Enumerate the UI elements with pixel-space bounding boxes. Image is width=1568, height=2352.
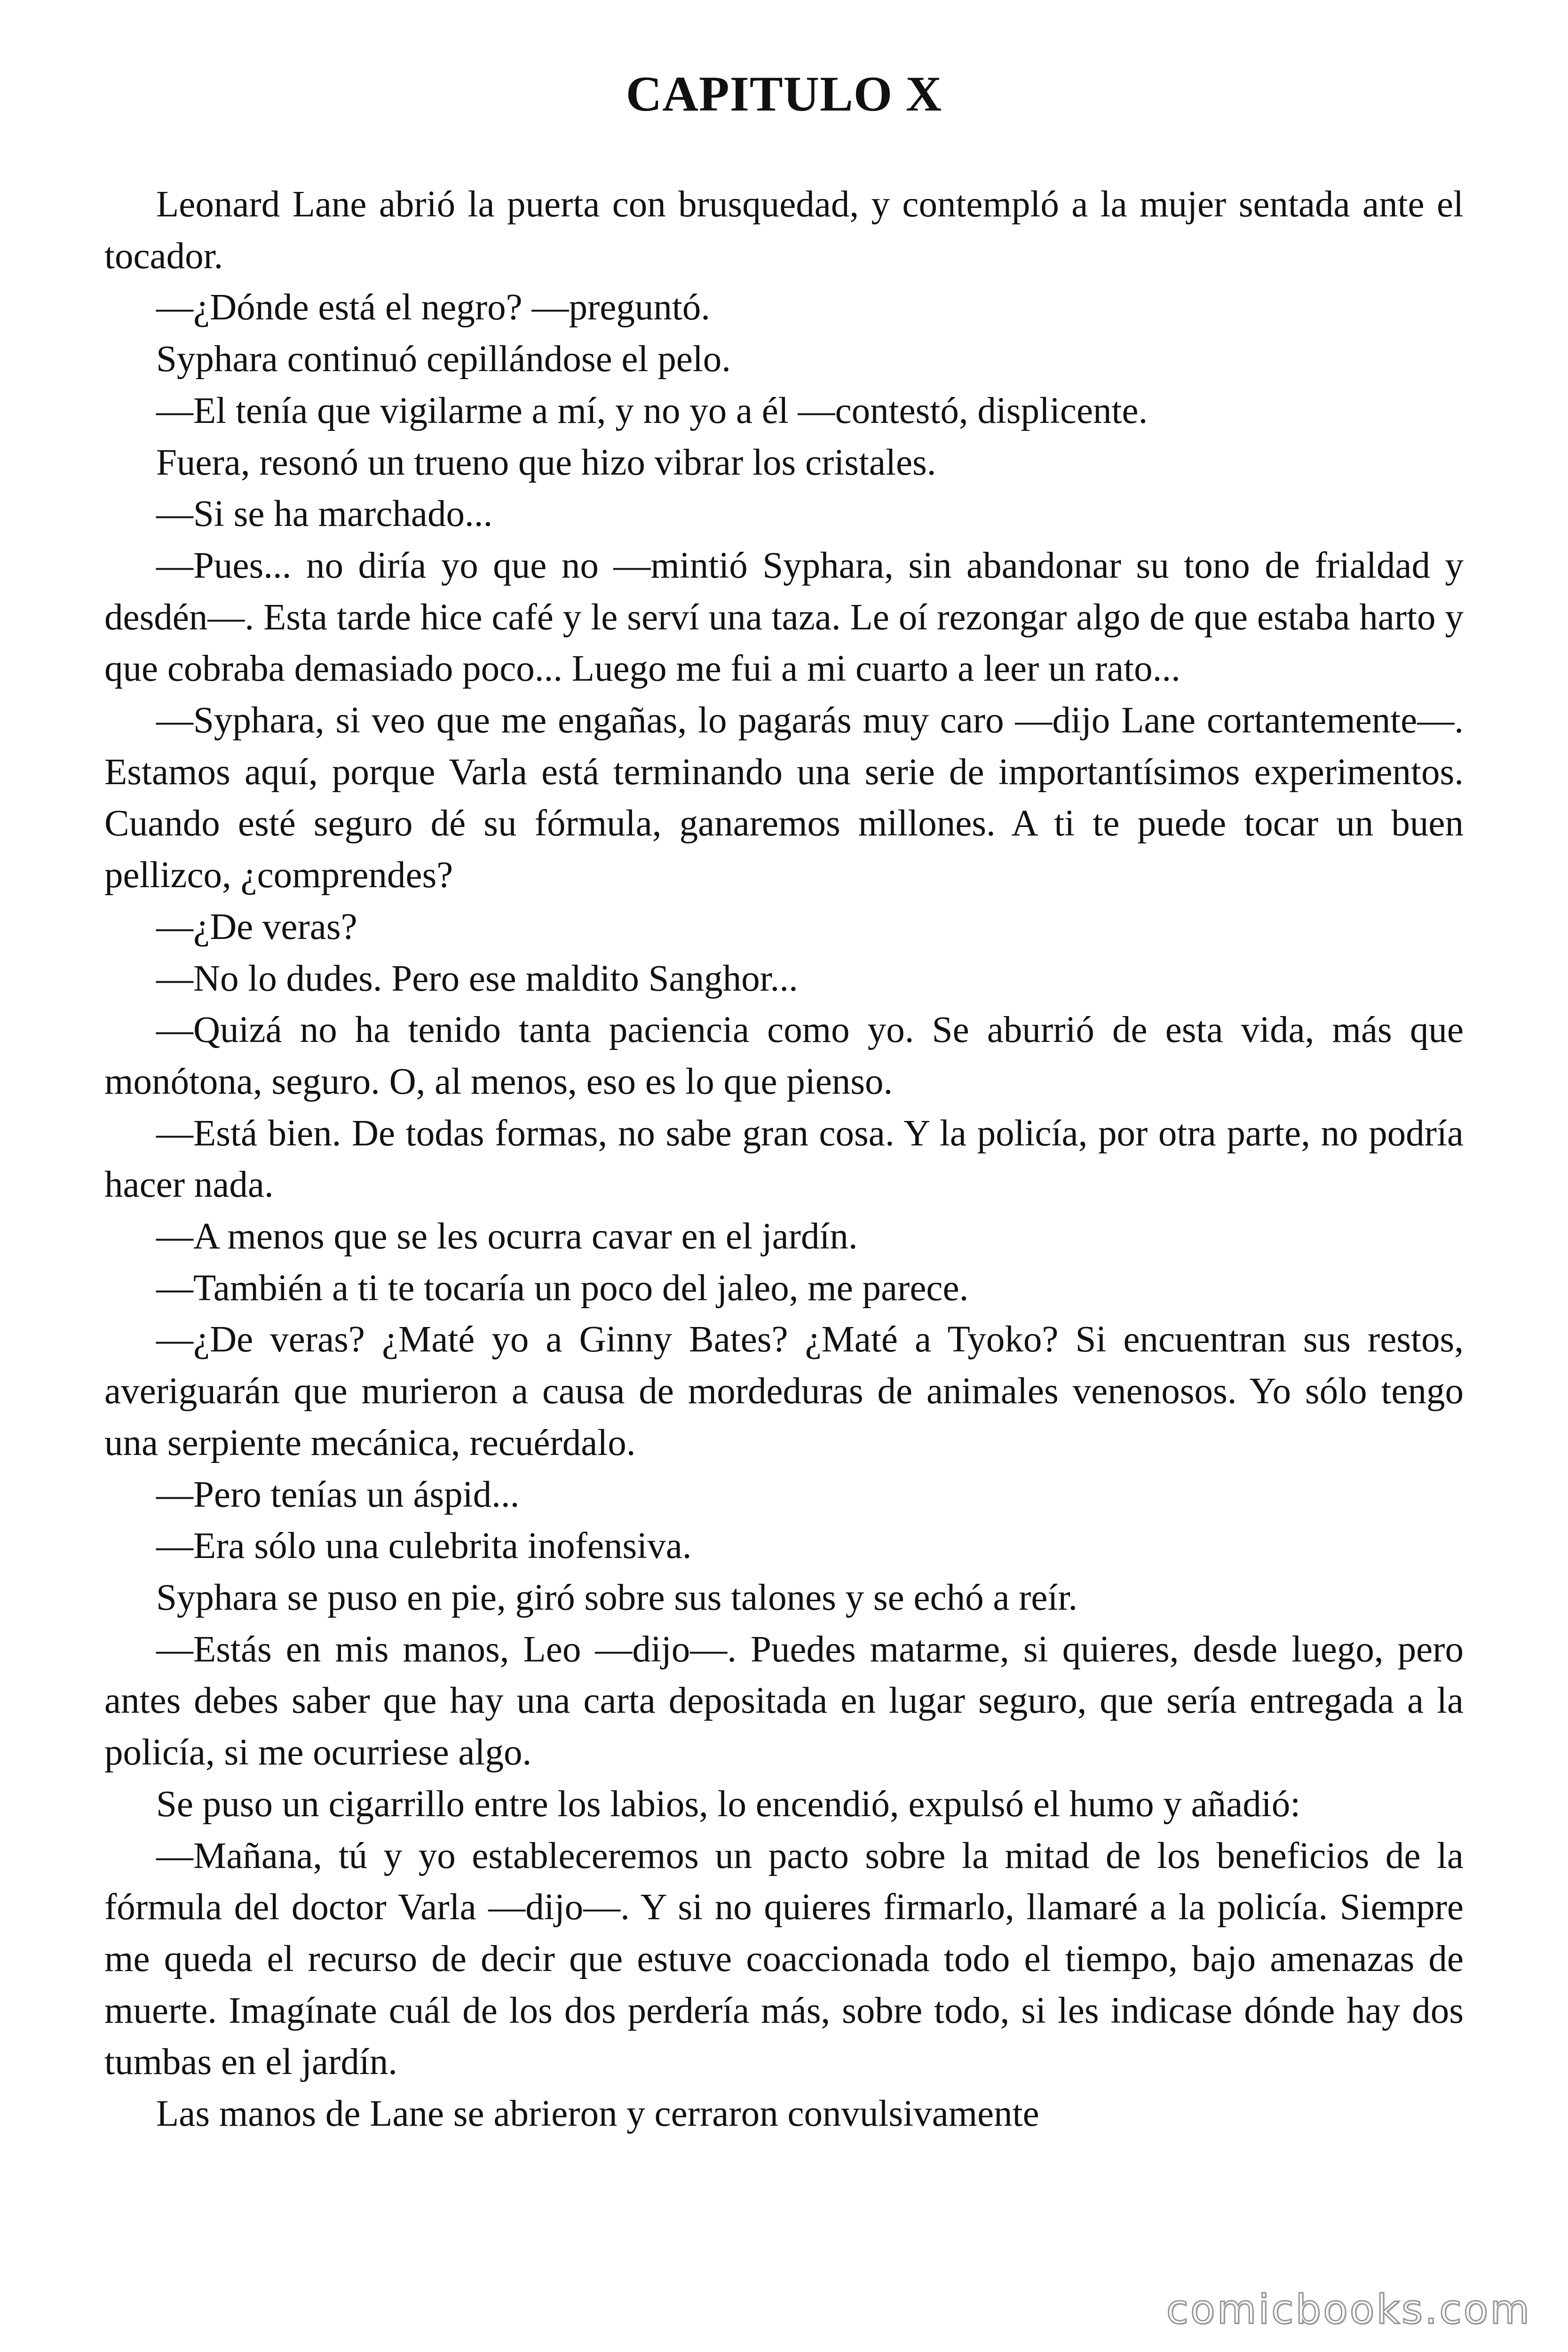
- paragraph: Fuera, resonó un trueno que hizo vibrar los cristales.: [156, 442, 936, 483]
- paragraph: —Syphara, si veo que me engañas, lo pagarás muy caro —dijo Lane cortantemente—. Estamos aquí, porque Varla está terminando una serie de importantísimos experimentos. Cuando esté seguro dé su fórmula, ganaremos millones. A ti te puede tocar un buen pellizco, ¿comprendes?: [104, 700, 1464, 896]
- paragraph: —Mañana, tú y yo estableceremos un pacto sobre la mitad de los beneficios de la fórmula del doctor Varla —dijo—. Y si no quieres firmarlo, llamaré a la policía. Siempre me queda el recurso de decir que estuve coaccionada todo el tiempo, bajo amenazas de muerte. Imagínate cuál de los dos perdería más, sobre todo, si les indicase dónde hay dos tumbas en el jardín.: [104, 1835, 1464, 2083]
- paragraph: —Estás en mis manos, Leo —dijo—. Puedes matarme, si quieres, desde luego, pero antes debes saber que hay una carta depositada en lugar seguro, que sería entregada a la policía, si me ocurriese algo.: [104, 1629, 1464, 1773]
- document-page: [104, 61, 1464, 2347]
- paragraph: —Está bien. De todas formas, no sabe gran cosa. Y la policía, por otra parte, no podría hacer nada.: [104, 1112, 1464, 1206]
- paragraph: —Pero tenías un áspid...: [156, 1474, 520, 1515]
- paragraph: Syphara continuó cepillándose el pelo.: [156, 339, 731, 380]
- paragraph: —A menos que se les ocurra cavar en el jardín.: [156, 1216, 858, 1257]
- paragraph: —El tenía que vigilarme a mí, y no yo a él —contestó, displicente.: [156, 390, 1148, 431]
- paragraph: —Quizá no ha tenido tanta paciencia como yo. Se aburrió de esta vida, más que monótona, seguro. O, al menos, eso es lo que pienso.: [104, 1009, 1464, 1102]
- paragraph: Syphara se puso en pie, giró sobre sus talones y se echó a reír.: [156, 1577, 1078, 1618]
- paragraph: —Pues... no diría yo que no —mintió Syphara, sin abandonar su tono de frialdad y desdén—. Esta tarde hice café y le serví una taza. Le oí rezongar algo de que estaba harto y que cobraba demasiado poco... Luego me fui a mi cuarto a leer un rato...: [104, 545, 1464, 690]
- chapter-title: CAPITULO X: [626, 66, 942, 121]
- paragraph: —¿De veras? ¿Maté yo a Ginny Bates? ¿Maté a Tyoko? Si encuentran sus restos, averiguarán que murieron a causa de mordeduras de animales venenosos. Yo sólo tengo una serpiente mecánica, recuérdalo.: [104, 1319, 1464, 1463]
- paragraph: Leonard Lane abrió la puerta con brusquedad, y contempló a la mujer sentada ante el tocador.: [104, 184, 1464, 277]
- watermark: comicbooks.com: [1166, 2286, 1531, 2333]
- paragraph: —No lo dudes. Pero ese maldito Sanghor...: [156, 958, 798, 999]
- paragraph: —¿De veras?: [156, 906, 357, 947]
- paragraph: —Si se ha marchado...: [156, 493, 493, 535]
- body-text: [104, 179, 1464, 2140]
- paragraph: Se puso un cigarrillo entre los labios, lo encendió, expulsó el humo y añadió:: [156, 1783, 1301, 1825]
- paragraph: —También a ti te tocaría un poco del jaleo, me parece.: [156, 1267, 969, 1309]
- paragraph: —Era sólo una culebrita inofensiva.: [156, 1526, 692, 1567]
- paragraph: Las manos de Lane se abrieron y cerraron convulsivamente: [156, 2093, 1039, 2135]
- paragraph: —¿Dónde está el negro? —preguntó.: [156, 287, 711, 328]
